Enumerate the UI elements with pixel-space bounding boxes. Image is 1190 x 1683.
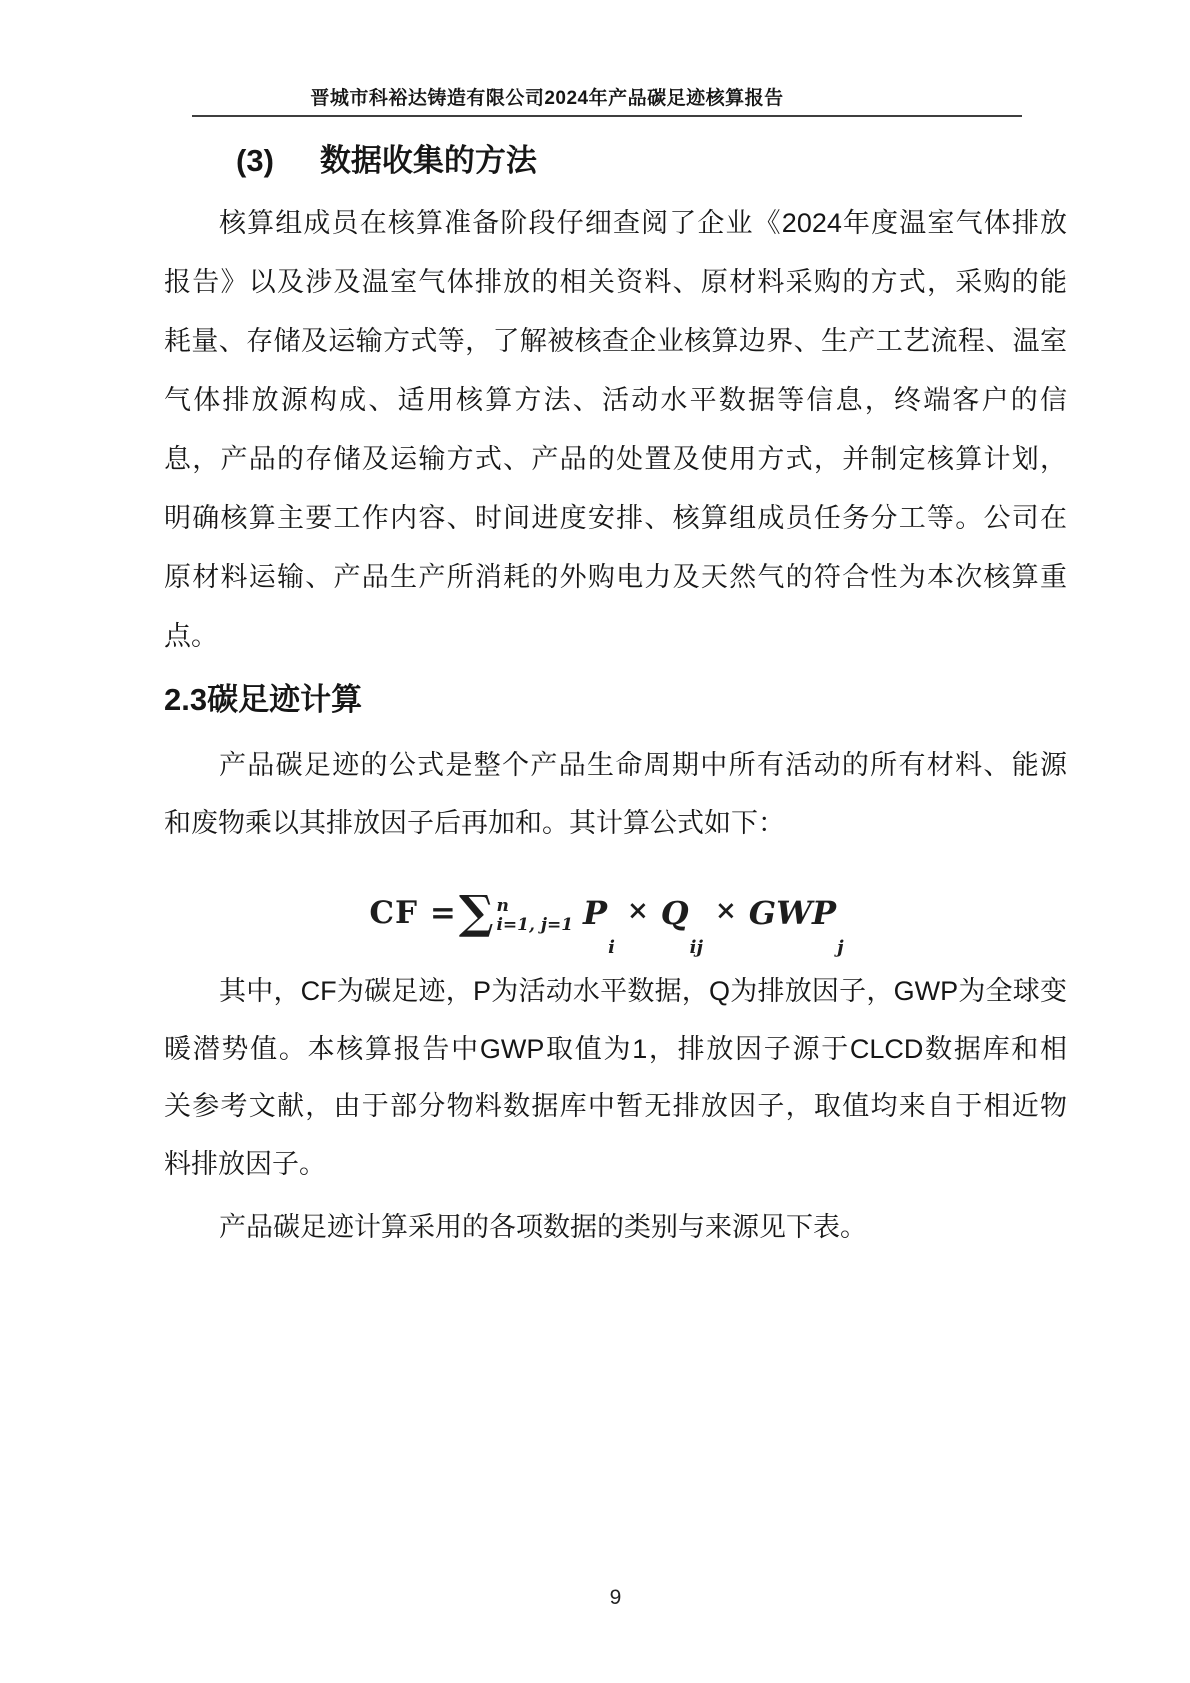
formula-term-gwp: GWP [748,894,837,932]
running-header-title: 晋城市科裕达铸造有限公司2024年产品碳足迹核算报告 [310,88,784,109]
section-number: (3) [236,143,274,178]
paragraph-line: 明确核算主要工作内容、时间进度安排、核算组成员任务分工等。公司在 [164,503,1067,533]
formula-term-q: Q [660,894,689,932]
paragraph-line: 暖潜势值。本核算报告中GWP取值为1，排放因子源于CLCD数据库和相 [164,1033,1067,1064]
paragraph-line: 气体排放源构成、适用核算方法、活动水平数据等信息，终端客户的信 [164,385,1067,415]
paragraph-line: 料排放因子。 [164,1148,326,1179]
paragraph-formula-intro [164,737,1067,852]
paragraph-line: 原材料运输、产品生产所消耗的外购电力及天然气的符合性为本次核算重 [164,562,1067,592]
paragraph-line: 产品碳足迹计算采用的各项数据的类别与来源见下表。 [219,1212,867,1242]
section-title: 数据收集的方法 [319,143,537,178]
section-heading-data-collection [236,134,537,188]
paragraph-line: 耗量、存储及运输方式等，了解被核查企业核算边界、生产工艺流程、温室 [164,326,1067,356]
paragraph-data-collection [164,194,1067,666]
header-rule [192,115,1022,117]
paragraph-line: 核算组成员在核算准备阶段仔细查阅了企业《2024年度温室气体排放 [219,208,1067,238]
page-number: 9 [609,1586,622,1609]
paragraph-line: 点。 [164,621,218,651]
formula-sub-ij: ij [689,937,703,958]
sigma-symbol: ∑ [458,885,494,939]
carbon-footprint-formula [155,878,1058,958]
formula-term-p: P [583,894,608,932]
paragraph-line: 和废物乘以其排放因子后再加和。其计算公式如下： [164,807,785,838]
multiply-sign: × [626,896,649,926]
multiply-sign: × [714,896,737,926]
formula-lhs: CF = [369,895,457,931]
sigma-lower-limit: i=1, j=1 [496,915,574,935]
paragraph-formula-explanation [164,963,1067,1193]
formula-sub-i: i [608,937,615,958]
paragraph-line: 息，产品的存储及运输方式、产品的处置及使用方式，并制定核算计划， [164,444,1067,474]
section-heading-carbon-footprint-calculation: 2.3碳足迹计算 [164,682,363,717]
sigma-limits [496,897,573,935]
sigma-upper-limit: n [496,896,509,916]
paragraph-data-source-note [164,1199,1067,1257]
paragraph-line: 报告》以及涉及温室气体排放的相关资料、原材料采购的方式，采购的能 [164,267,1067,297]
formula-sub-j: j [837,937,844,958]
paragraph-line: 关参考文献，由于部分物料数据库中暂无排放因子，取值均来自于相近物 [164,1091,1067,1121]
paragraph-line: 其中，CF为碳足迹，P为活动水平数据，Q为排放因子，GWP为全球变 [219,976,1067,1006]
paragraph-line: 产品碳足迹的公式是整个产品生命周期中所有活动的所有材料、能源 [219,750,1067,780]
